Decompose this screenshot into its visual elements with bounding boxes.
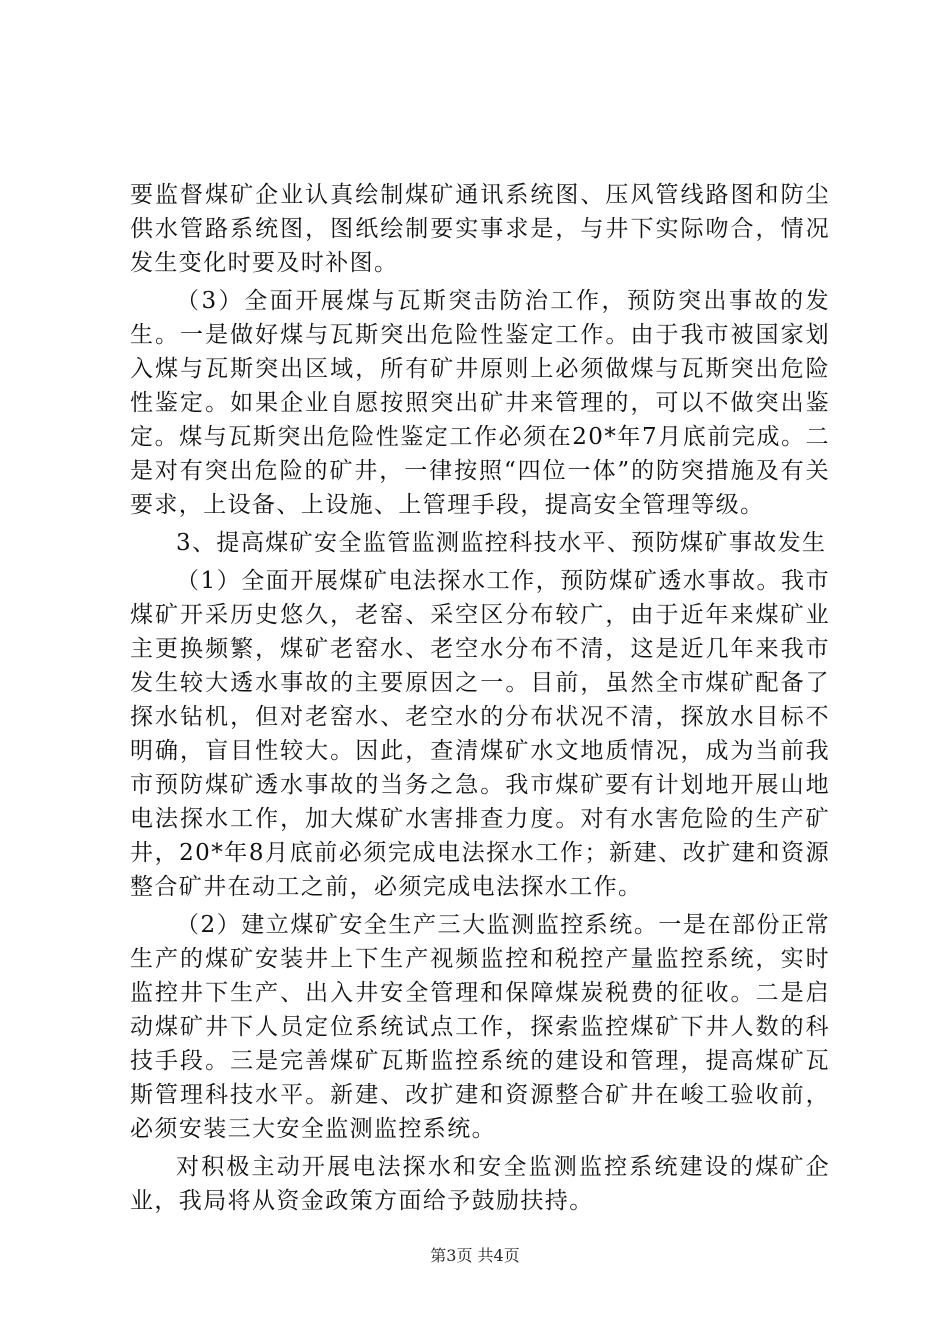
paragraph-monitoring-systems: （2）建立煤矿安全生产三大监测监控系统。一是在部份正常生产的煤矿安装井上下生产视频监控和税控产量监控系统，实时监控井下生产、出入井安全管理和保障煤炭税费的征收。二是启动煤矿井下人员定位系统试点工作，探索监控煤矿下井人数的科技手段。三是完善煤矿瓦斯监控系统的建设和管理，提高煤矿瓦斯管理科技水平。新建、改扩建和资源整合矿井在峻工验收前，必须安装三大安全监测监控系统。	[130, 912, 830, 1142]
page-footer: 第3页 共4页	[430, 1246, 520, 1265]
paragraph-water-exploration: （1）全面开展煤矿电法探水工作，预防煤矿透水事故。我市煤矿开采历史悠久，老窑、采空区分布较广，由于近年来煤矿业主更换频繁，煤矿老窑水、老空水分布不清，这是近几年来我市发生较大透水事故的主要原因之一。目前，虽然全市煤矿配备了探水钻机，但对老窑水、老空水的分布状况不清，探放水目标不明确，盲目性较大。因此，查清煤矿水文地质情况，成为当前我市预防煤矿透水事故的当务之急。我市煤矿要有计划地开展山地电法探水工作，加大煤矿水害排查力度。对有水害危险的生产矿井，20*年8月底前必须完成电法探水工作；新建、改扩建和资源整合矿井在动工之前，必须完成电法探水工作。	[130, 568, 830, 900]
paragraph-support-policy: 对积极主动开展电法探水和安全监测监控系统建设的煤矿企业，我局将从资金政策方面给予鼓励扶持。	[130, 1154, 830, 1214]
document-body	[130, 178, 830, 1222]
paragraph-gas-outburst: （3）全面开展煤与瓦斯突击防治工作，预防突出事故的发生。一是做好煤与瓦斯突出危险性鉴定工作。由于我市被国家划入煤与瓦斯突出区域，所有矿井原则上必须做煤与瓦斯突出危险性鉴定。如果企业自愿按照突出矿井来管理的，可以不做突出鉴定。煤与瓦斯突出危险性鉴定工作必须在20*年7月底前完成。二是对有突出危险的矿井，一律按照“四位一体”的防突措施及有关要求，上设备、上设施、上管理手段，提高安全管理等级。	[130, 288, 830, 518]
paragraph-continuation: 要监督煤矿企业认真绘制煤矿通讯系统图、压风管线路图和防尘供水管路系统图，图纸绘制要实事求是，与井下实际吻合，情况发生变化时要及时补图。	[130, 182, 830, 276]
section-heading-3: 3、提高煤矿安全监管监测监控科技水平、预防煤矿事故发生	[176, 530, 827, 556]
